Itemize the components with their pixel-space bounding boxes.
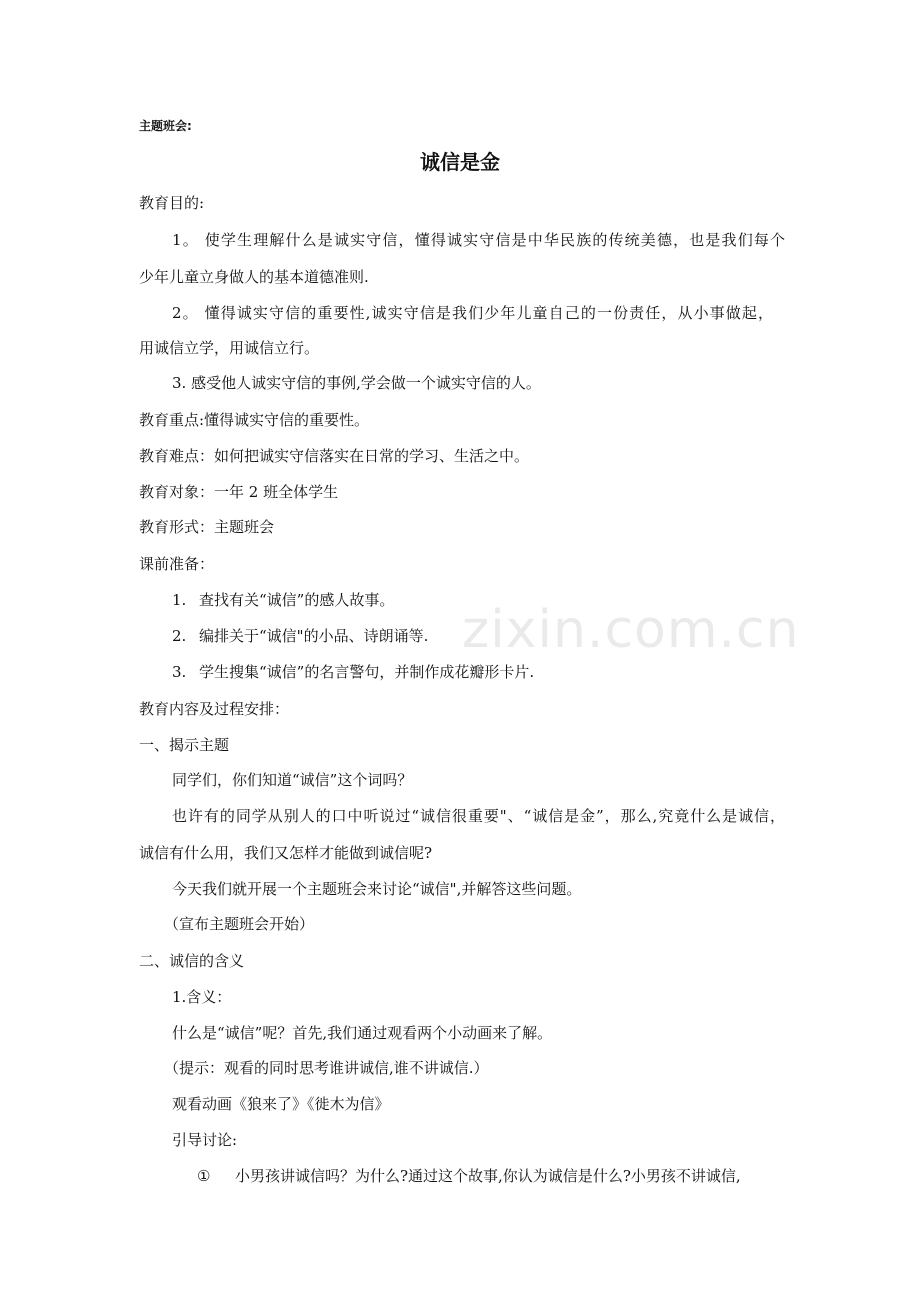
- goal-item-2-line-2: 用诚信立学，用诚信立行。: [139, 339, 320, 357]
- class-format: 教育形式：主题班会: [139, 518, 275, 536]
- section-1-heading: 一、揭示主题: [139, 736, 230, 754]
- content-heading: 教育内容及过程安排：: [139, 700, 290, 718]
- header-label: 主题班会:: [139, 119, 192, 133]
- watermark-text: zixin.com.cn: [462, 600, 800, 660]
- goal-item-2-line-1: 2。 懂得诚实守信的重要性,诚实守信是我们少年儿童自己的一份责任，从小事做起，: [172, 304, 773, 322]
- goal-item-1-line-2: 少年儿童立身做人的基本道德准则.: [139, 268, 369, 286]
- section-1-paragraph-4: （宣布主题班会开始）: [164, 915, 315, 933]
- goal-item-3: 3. 感受他人诚实守信的事例,学会做一个诚实守信的人。: [172, 374, 541, 392]
- key-point: 教育重点:懂得诚实守信的重要性。: [139, 411, 370, 429]
- difficulty: 教育难点：如何把诚实守信落实在日常的学习、生活之中。: [139, 447, 530, 465]
- prep-item-1-number: 1.: [172, 591, 187, 609]
- prep-item-2-text: 编排关于“诚信"的小品、诗朗诵等.: [199, 627, 429, 645]
- prep-item-3-text: 学生搜集“诚信”的名言警句，并制作成花瓣形卡片.: [199, 663, 535, 681]
- section-1-paragraph-2-line-1: 也许有的同学从别人的口中听说过“诚信很重要"、“诚信是金”，那么,究竟什么是诚信，: [172, 807, 785, 825]
- section-2-heading: 二、诚信的含义: [139, 952, 245, 970]
- discussion-question-1: [197, 1166, 785, 1186]
- goals-heading: 教育目的:: [139, 194, 205, 212]
- section-2-paragraph-2: （提示：观看的同时思考谁讲诚信,谁不讲诚信.）: [164, 1059, 489, 1077]
- section-1-paragraph-2-line-2: 诚信有什么用，我们又怎样才能做到诚信呢?: [139, 844, 433, 862]
- page-title: 诚信是金: [420, 150, 500, 174]
- section-2-subheading: 1.含义：: [172, 988, 232, 1006]
- discussion-question-1-text: 小男孩讲诚信吗？为什么?通过这个故事,你认为诚信是什么?小男孩不讲诚信,: [235, 1167, 741, 1185]
- prep-item-1: [172, 590, 395, 610]
- prep-item-2-number: 2.: [172, 627, 187, 645]
- prep-item-3: [172, 662, 535, 682]
- discussion-question-1-number: ①: [197, 1167, 211, 1185]
- section-2-paragraph-4: 引导讨论:: [172, 1131, 238, 1149]
- prep-heading: 课前准备：: [139, 555, 215, 573]
- prep-item-2: [172, 626, 429, 646]
- prep-item-1-text: 查找有关“诚信”的感人故事。: [199, 591, 395, 609]
- goal-item-1-line-1: 1。 使学生理解什么是诚实守信，懂得诚实守信是中华民族的传统美德，也是我们每个: [172, 231, 785, 249]
- section-2-paragraph-1: 什么是“诚信”呢？首先,我们通过观看两个小动画来了解。: [172, 1024, 553, 1042]
- section-2-paragraph-3: 观看动画《狼来了》《徙木为信》: [172, 1095, 390, 1113]
- audience: 教育对象：一年 2 班全体学生: [139, 483, 339, 501]
- section-1-paragraph-3: 今天我们就开展一个主题班会来讨论“诚信",并解答这些问题。: [172, 880, 582, 898]
- prep-item-3-number: 3.: [172, 663, 187, 681]
- section-1-paragraph-1: 同学们，你们知道“诚信”这个词吗？: [172, 771, 413, 789]
